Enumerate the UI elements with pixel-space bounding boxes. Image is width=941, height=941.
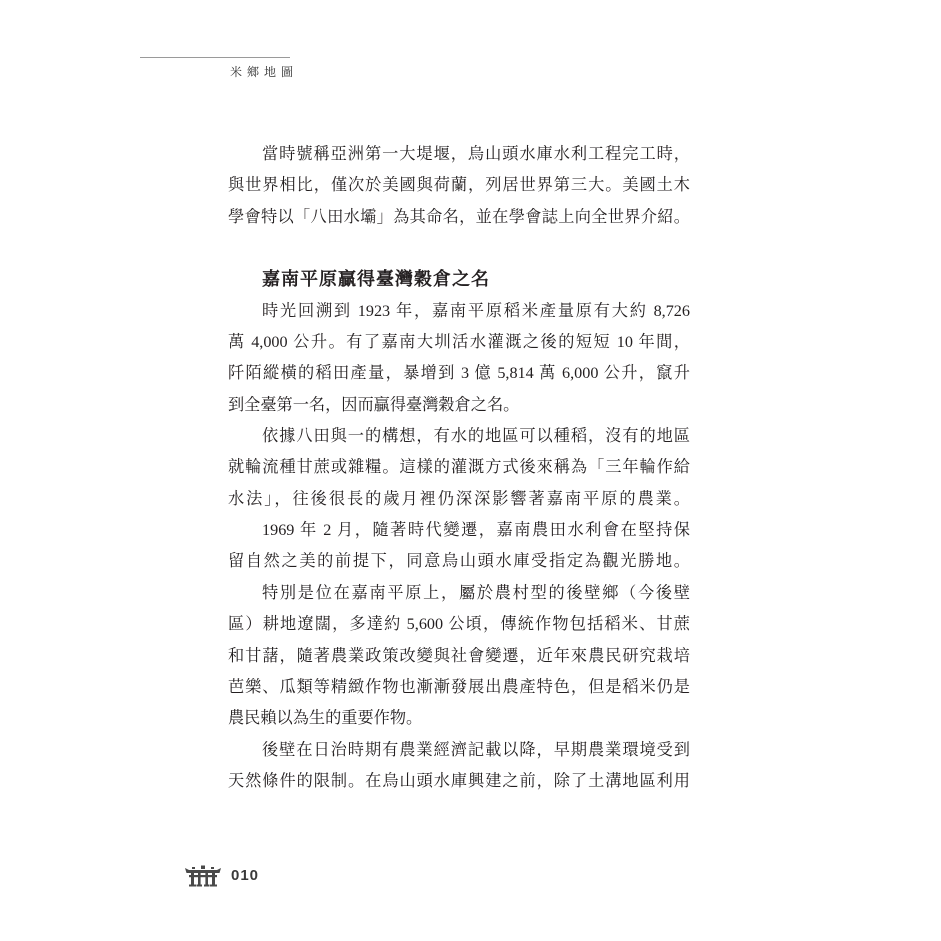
text-line: 依據八田與一的構想，有水的地區可以種稻，沒有的地區 xyxy=(262,427,690,446)
paragraph xyxy=(228,296,690,421)
text-line: 當時號稱亞洲第一大堤堰，烏山頭水庫水利工程完工時， xyxy=(262,145,690,163)
paragraph xyxy=(228,735,690,798)
intro-paragraph xyxy=(228,139,690,233)
text-line: 1969 年 2 月，隨著時代變遷，嘉南農田水利會在堅持保 xyxy=(262,521,690,540)
text-line: 學會特以「八田水壩」為其命名，並在學會誌上向全世界介紹。 xyxy=(228,207,690,226)
header-rule xyxy=(140,57,290,58)
text-line: 萬 4,000 公升。有了嘉南大圳活水灌溉之後的短短 10 年間， xyxy=(228,333,690,352)
text-line: 天然條件的限制。在烏山頭水庫興建之前，除了土溝地區利用 xyxy=(228,771,690,790)
text-line: 後壁在日治時期有農業經濟記載以降，早期農業環境受到 xyxy=(262,740,690,759)
text-line: 留自然之美的前提下，同意烏山頭水庫受指定為觀光勝地。 xyxy=(228,552,690,571)
text-line: 水法」，往後很長的歲月裡仍深深影響著嘉南平原的農業。 xyxy=(228,489,690,508)
text-line: 與世界相比，僅次於美國與荷蘭，列居世界第三大。美國土木 xyxy=(228,176,690,195)
text-line: 和甘藷，隨著農業政策改變與社會變遷，近年來農民研究栽培 xyxy=(228,646,690,665)
text-line: 時光回溯到 1923 年，嘉南平原稻米產量原有大約 8,726 xyxy=(262,301,690,320)
text-line: 農民賴以為生的重要作物。 xyxy=(228,709,423,728)
page-number: 010 xyxy=(231,867,260,884)
text-line: 阡陌縱橫的稻田產量，暴增到 3 億 5,814 萬 6,000 公升，竄升 xyxy=(228,364,690,383)
paragraph xyxy=(228,578,690,735)
text-line: 特別是位在嘉南平原上，屬於農村型的後壁鄉（今後壁 xyxy=(262,583,690,602)
paragraph xyxy=(228,515,690,578)
running-title: 米鄉地圖 xyxy=(230,65,299,79)
text-line: 區）耕地遼闊，多達約 5,600 公頃，傳統作物包括稻米、甘蔗 xyxy=(228,615,690,634)
section-heading: 嘉南平原贏得臺灣穀倉之名 xyxy=(262,269,490,290)
text-line: 到全臺第一名，因而贏得臺灣穀倉之名。 xyxy=(228,395,520,414)
text-line: 就輪流種甘蔗或雜糧。這樣的灌溉方式後來稱為「三年輪作給 xyxy=(228,458,690,477)
paragraph xyxy=(228,421,690,515)
text-line: 芭樂、瓜類等精緻作物也漸漸發展出農產特色，但是稻米仍是 xyxy=(228,677,690,696)
page-body xyxy=(228,139,690,797)
pavilion-icon xyxy=(185,865,221,887)
